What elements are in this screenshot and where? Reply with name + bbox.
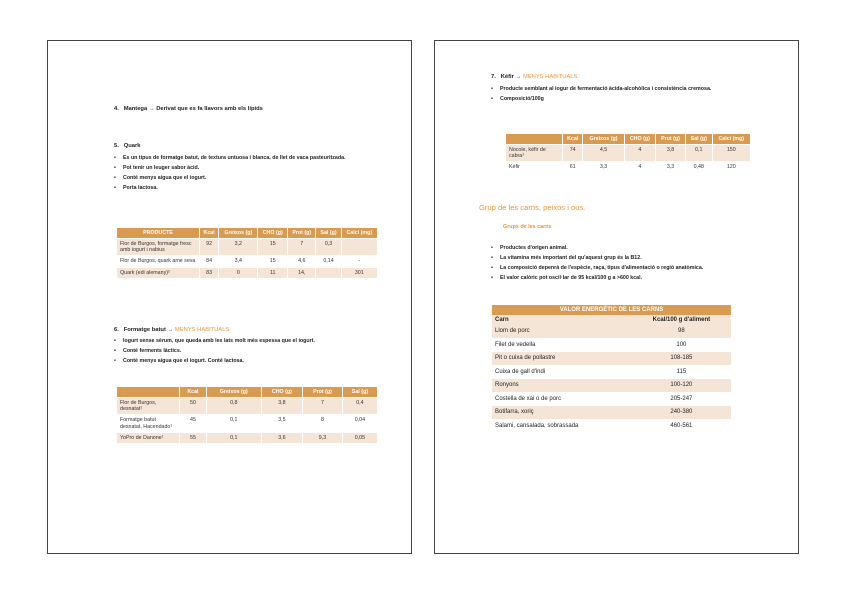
table-cell: 0,1 xyxy=(685,145,712,162)
list-item: • Conté ferments làctics. xyxy=(114,348,364,355)
table-cell: Flor de Burgos, quark ame seva xyxy=(117,256,200,267)
table-cell: 3,2 xyxy=(219,239,258,256)
section-number: 6. xyxy=(114,327,119,333)
document-page-2 xyxy=(434,40,799,554)
quark-table xyxy=(116,227,378,279)
table-cell: 84 xyxy=(200,256,219,267)
table-row xyxy=(492,352,731,366)
list-item: • El valor calòric pot oscil·lar de 95 kcal/100 g a >600 kcal. xyxy=(491,275,786,282)
table-cell: YoPro de Danone¹ xyxy=(117,432,180,443)
table-cell: 83 xyxy=(200,267,219,278)
list-item: • Pot tenir un leuger sabor àcid. xyxy=(114,165,349,172)
list-item: • Composició/100g xyxy=(491,96,781,103)
table-cell xyxy=(341,239,377,256)
table-row xyxy=(117,256,378,267)
table-row xyxy=(117,432,378,443)
table-cell: 15 xyxy=(258,239,288,256)
column-header: Sal (g) xyxy=(685,134,712,145)
frequency-tag: MENYS HABITUALS xyxy=(522,74,578,80)
table-cell: 0,04 xyxy=(342,415,377,432)
section-number: 7. xyxy=(491,74,496,80)
section-title: Kéfir xyxy=(500,74,514,80)
table-cell: Filet de vedella xyxy=(492,338,632,352)
table-cell: 7 xyxy=(288,239,316,256)
table-cell: 150 xyxy=(712,145,750,162)
document-page-1 xyxy=(47,40,412,554)
table-cell: 50 xyxy=(180,398,207,415)
table-cell: 0,3 xyxy=(316,239,341,256)
table-cell: Ronyons xyxy=(492,379,632,393)
column-header: Greixos (g) xyxy=(219,228,258,239)
table-row xyxy=(506,162,751,173)
table-row xyxy=(492,338,731,352)
column-header: Greixos (g) xyxy=(206,387,261,398)
table-cell: Formatge batut desnatat, Hacendado¹ xyxy=(117,415,180,432)
kefir-table xyxy=(505,133,751,174)
section-4-heading xyxy=(114,106,263,112)
table-cell: 98 xyxy=(632,325,731,338)
frequency-tag: MENYS HABITUALS xyxy=(174,327,230,333)
section-6-heading: 6. Formatge batut → MENYS HABITUALS xyxy=(114,327,230,333)
table-cell: Cuixa de gall d'indi xyxy=(492,365,632,379)
list-item: • Conté menys aigua que el iogurt. Conté lactosa. xyxy=(114,358,364,365)
table-cell: Salami, cansalada, sobrassada xyxy=(492,419,632,433)
section-5-heading xyxy=(114,143,140,149)
table-row xyxy=(492,379,731,393)
table-cell: 15 xyxy=(258,256,288,267)
quark-bullet-list xyxy=(114,155,349,195)
table-cell: 100-120 xyxy=(632,379,731,393)
table-row xyxy=(492,365,731,379)
table-row xyxy=(492,419,731,433)
table-cell: 3,8 xyxy=(656,145,686,162)
column-header: Kcal xyxy=(563,134,583,145)
table-cell: 3,3 xyxy=(656,162,686,173)
column-header xyxy=(506,134,563,145)
table-row xyxy=(117,415,378,432)
column-header: PRODUCTE xyxy=(117,228,200,239)
column-header: Prot (g) xyxy=(288,228,316,239)
table-cell: Nocole, kéfir de cabra¹ xyxy=(506,145,563,162)
table-title-row xyxy=(492,305,731,315)
subgroup-title: Grups de les carns xyxy=(503,224,552,230)
table-row xyxy=(117,398,378,415)
list-item: • Producte semblant al iogur de fermentació àcida-alcohòlica i consistència cremosa. xyxy=(491,86,781,93)
energy-table xyxy=(492,305,731,433)
energy-table-title: VALOR ENERGÈTIC DE LES CARNS xyxy=(492,305,731,315)
column-header: Carn xyxy=(492,315,632,325)
table-cell: Quark (edi alemany)² xyxy=(117,267,200,278)
table-cell: 8 xyxy=(303,415,343,432)
table-cell: Llom de porc xyxy=(492,325,632,338)
table-cell: 74 xyxy=(563,145,583,162)
table-cell: 11 xyxy=(258,267,288,278)
section-number: 4. xyxy=(114,106,119,112)
table-cell: 0,48 xyxy=(685,162,712,173)
table-cell: Flor de Burgos, formatge fresc amb iogurt i nabius xyxy=(117,239,200,256)
table-cell: 14, xyxy=(288,267,316,278)
table-cell: 7 xyxy=(303,398,343,415)
list-item: • Productes d'origen animal. xyxy=(491,245,786,252)
table-cell: 3,5 xyxy=(261,415,303,432)
table-cell: 0,8 xyxy=(206,398,261,415)
table-cell: 55 xyxy=(180,432,207,443)
table-cell: 3,4 xyxy=(219,256,258,267)
column-header: Sal (g) xyxy=(316,228,341,239)
table-row xyxy=(117,239,378,256)
column-header: Kcal/100 g d'aliment xyxy=(632,315,731,325)
column-header: Sal (g) xyxy=(342,387,377,398)
table-header-row xyxy=(117,387,378,398)
list-item: • La composició depenrà de l'espècie, raça, tipus d'alimentació o regió anatòmica. xyxy=(491,265,786,272)
table-cell: 4,5 xyxy=(583,145,624,162)
table-header-row xyxy=(506,134,751,145)
section-number: 5. xyxy=(114,143,119,149)
list-item: • Iogurt sense sèrum, que queda amb les lats molt més espessa que el iogurt. xyxy=(114,338,364,345)
table-cell: 115 xyxy=(632,365,731,379)
column-header: Greixos (g) xyxy=(583,134,624,145)
table-cell: 61 xyxy=(563,162,583,173)
kefir-bullet-list xyxy=(491,86,781,106)
carns-bullet-list xyxy=(491,245,786,285)
table-cell: 0,1 xyxy=(206,432,261,443)
table-row xyxy=(492,406,731,420)
table-cell: Kéfir xyxy=(506,162,563,173)
table-cell: Pit o cuixa de pollastre xyxy=(492,352,632,366)
column-header: CHO (g) xyxy=(261,387,303,398)
table-cell: 4 xyxy=(624,145,655,162)
section-title: Quark xyxy=(123,143,141,149)
table-cell: Flor de Burgos, desnatat¹ xyxy=(117,398,180,415)
table-cell: 205-247 xyxy=(632,392,731,406)
column-header: Kcal xyxy=(200,228,219,239)
table-cell: 0,4 xyxy=(342,398,377,415)
table-cell: 3,3 xyxy=(583,162,624,173)
table-cell: 240-380 xyxy=(632,406,731,420)
column-header: CHO (g) xyxy=(624,134,655,145)
table-cell: - xyxy=(341,256,377,267)
column-header: CHO (g) xyxy=(258,228,288,239)
column-header: Calci (mg) xyxy=(341,228,377,239)
table-cell: 4 xyxy=(624,162,655,173)
table-row xyxy=(492,392,731,406)
list-item: • Porta lactosa. xyxy=(114,185,349,192)
table-cell: 0,14 xyxy=(316,256,341,267)
table-cell: 92 xyxy=(200,239,219,256)
table-cell: 3,6 xyxy=(261,432,303,443)
list-item: • La vitamina més important del qu'aquest grup és la B12. xyxy=(491,255,786,262)
table-row xyxy=(117,267,378,278)
table-cell: 460-561 xyxy=(632,419,731,433)
column-header xyxy=(117,387,180,398)
table-cell: 0,05 xyxy=(342,432,377,443)
section-text: Mantega → Derivat que es fa llavors amb els lípids xyxy=(123,106,263,112)
table-cell: Costella de xai o de porc xyxy=(492,392,632,406)
table-cell: Botifarra, xoriç xyxy=(492,406,632,420)
table-cell xyxy=(316,267,341,278)
table-header-row xyxy=(117,228,378,239)
column-header: Prot (g) xyxy=(656,134,686,145)
batut-bullet-list xyxy=(114,338,364,368)
batut-table xyxy=(116,386,378,444)
table-cell: 120 xyxy=(712,162,750,173)
column-header: Calci (mg) xyxy=(712,134,750,145)
table-cell: 4,6 xyxy=(288,256,316,267)
table-cell: 9,3 xyxy=(303,432,343,443)
table-row xyxy=(506,145,751,162)
table-cell: 45 xyxy=(180,415,207,432)
table-cell: 3,8 xyxy=(261,398,303,415)
section-title: Formatge batut xyxy=(123,327,166,333)
column-header: Kcal xyxy=(180,387,207,398)
table-header-row xyxy=(492,315,731,325)
table-cell: 0 xyxy=(219,267,258,278)
table-cell: 108-185 xyxy=(632,352,731,366)
list-item: • Es un tipus de formatge batut, de textura untuosa i blanca, de llet de vaca pasteuritzada. xyxy=(114,155,349,162)
section-7-heading: 7. Kéfir → MENYS HABITUALS xyxy=(491,74,578,80)
column-header: Prot (g) xyxy=(303,387,343,398)
table-cell: 301 xyxy=(341,267,377,278)
list-item: • Conté menys aigua que el iogurt. xyxy=(114,175,349,182)
table-row xyxy=(492,325,731,338)
group-title: Grup de les carns, peixos i ous. xyxy=(479,203,586,212)
table-cell: 0,1 xyxy=(206,415,261,432)
table-cell: 100 xyxy=(632,338,731,352)
